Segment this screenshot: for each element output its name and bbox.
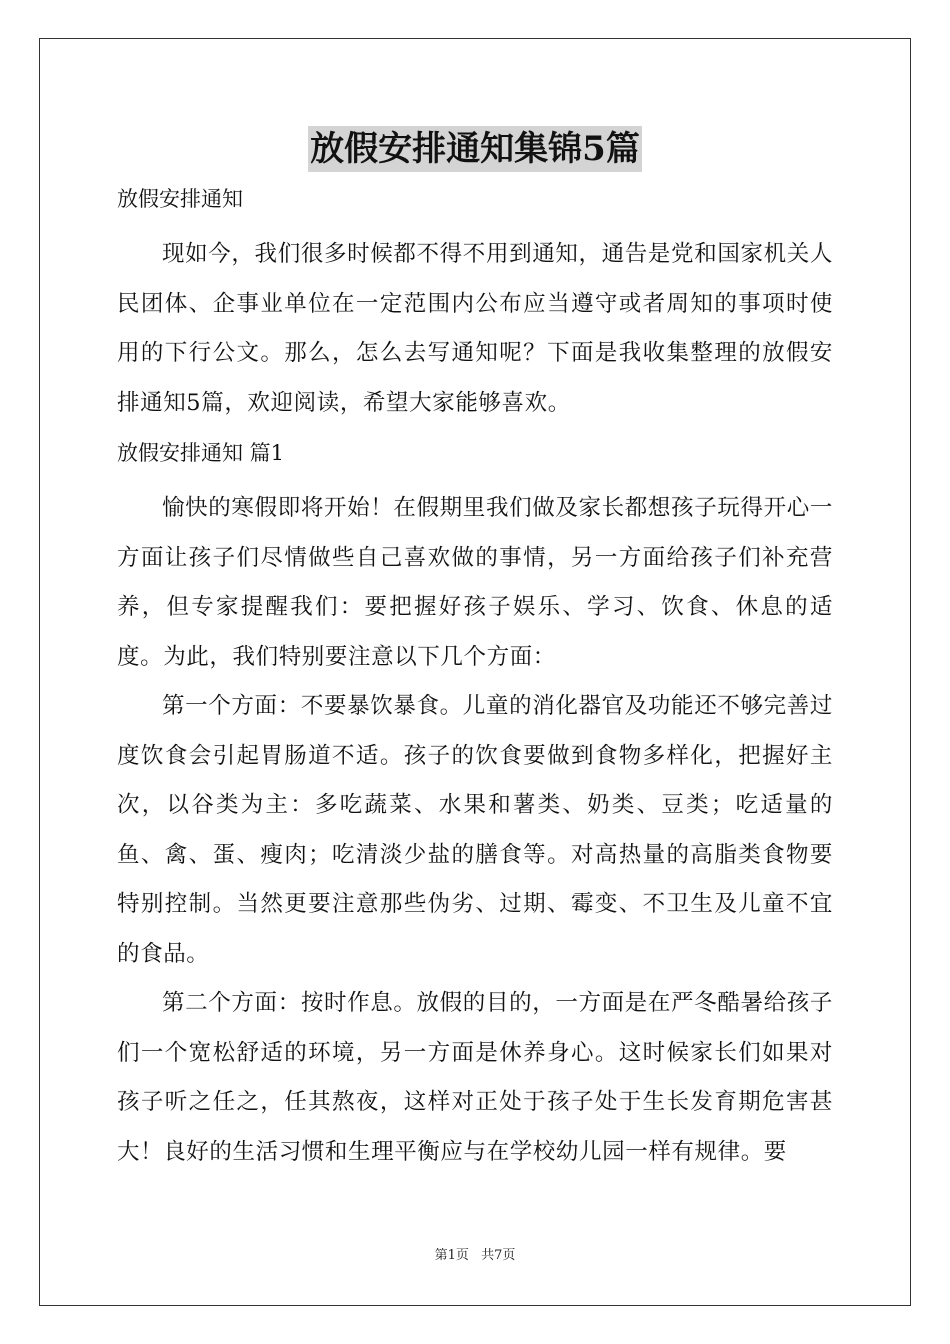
document-title: 放假安排通知集锦5篇 [308,126,642,172]
section1-paragraph-2: 第一个方面：不要暴饮暴食。儿童的消化器官及功能还不够完善过度饮食会引起胃肠道不适。孩子的饮食要做到食物多样化，把握好主次，以谷类为主：多吃蔬菜、水果和薯类、奶类、豆类；吃适量的鱼、禽、蛋、瘦肉；吃清淡少盐的膳食等。对高热量的高脂类食物要特别控制。当然更要注意那些伪劣、过期、霉变、不卫生及儿童不宜的食品。 [117,693,833,967]
intro-paragraph: 现如今，我们很多时候都不得不用到通知，通告是党和国家机关人民团体、企事业单位在一定范围内公布应当遵守或者周知的事项时使用的下行公文。那么，怎么去写通知呢？下面是我收集整理的放假安排通知5篇，欢迎阅读，希望大家能够喜欢。 [117,241,833,416]
intro-heading: 放假安排通知 [117,187,243,211]
current-page-label: 第1页 [434,1248,469,1263]
document-body [117,180,833,1177]
title-container [0,126,950,172]
section1-paragraph-1: 愉快的寒假即将开始！在假期里我们做及家长都想孩子玩得开心一方面让孩子们尽情做些自己喜欢做的事情，另一方面给孩子们补充营养，但专家提醒我们：要把握好孩子娱乐、学习、饮食、休息的适度。为此，我们特别要注意以下几个方面： [117,495,833,670]
section1-heading: 放假安排通知 篇1 [117,441,285,465]
total-pages-label: 共7页 [481,1248,516,1263]
section1-paragraph-3: 第二个方面：按时作息。放假的目的，一方面是在严冬酷暑给孩子们一个宽松舒适的环境，另一方面是休养身心。这时候家长们如果对孩子听之任之，任其熬夜，这样对正处于孩子处于生长发育期危害甚大！良好的生活习惯和生理平衡应与在学校幼儿园一样有规律。要 [117,990,833,1165]
page-footer [0,1247,950,1265]
